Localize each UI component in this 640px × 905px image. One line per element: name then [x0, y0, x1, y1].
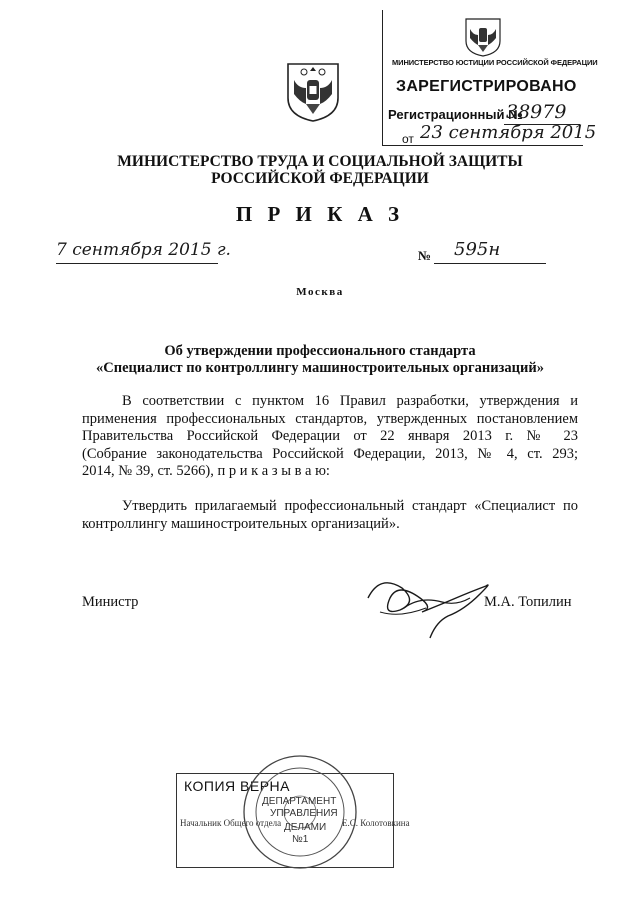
- body-paragraph-1-line: В соответствии с пунктом 16 Правил разработки, утверждения и: [122, 393, 578, 409]
- order-number: 595н: [454, 239, 501, 260]
- seal-text-2: УПРАВЛЕНИЯ: [270, 808, 338, 819]
- body-paragraph-2-line: Утвердить прилагаемый профессиональный стандарт «Специалист по: [122, 498, 578, 514]
- order-number-label: №: [418, 248, 432, 263]
- order-number-underline: [434, 263, 546, 264]
- registration-number-label: Регистрационный №: [388, 107, 523, 122]
- signatory-name: М.А. Топилин: [484, 594, 572, 610]
- registration-date-prefix: от: [402, 132, 414, 146]
- copy-stamp-role: Начальник Общего отдела: [180, 818, 282, 828]
- seal-text-3: ДЕЛАМИ: [284, 822, 327, 833]
- seal-text-1: ДЕПАРТАМЕНТ: [262, 796, 337, 807]
- order-city: Москва: [296, 286, 344, 298]
- document-title-line1: Об утверждении профессионального стандарта: [164, 343, 476, 359]
- body-paragraph-2: [82, 498, 578, 533]
- registration-stamp-emblem: [463, 15, 503, 57]
- order-date: 7 сентября 2015 г.: [56, 240, 231, 260]
- order-date-underline: [56, 263, 218, 264]
- registration-status: ЗАРЕГИСТРИРОВАНО: [396, 78, 577, 95]
- coat-of-arms-emblem: [284, 58, 342, 122]
- signatory-position: Министр: [82, 594, 139, 610]
- copy-stamp-title: КОПИЯ ВЕРНА: [184, 778, 290, 794]
- body-paragraph-1-line: применения профессиональных стандартов, утвержденных постановлением: [82, 410, 578, 427]
- registration-ministry: МИНИСТЕРСТВО ЮСТИЦИИ РОССИЙСКОЙ ФЕДЕРАЦИИ: [392, 58, 598, 67]
- seal-text-4: №1: [292, 834, 309, 845]
- body-paragraph-1: [82, 393, 578, 481]
- ministry-name-line2: РОССИЙСКОЙ ФЕДЕРАЦИИ: [211, 170, 429, 187]
- handwritten-signature: [360, 568, 500, 640]
- body-paragraph-1-line: Правительства Российской Федерации от 22 января 2013 г. № 23: [82, 428, 578, 444]
- document-title-line2: «Специалист по контроллингу машиностроительных организаций»: [96, 360, 544, 376]
- body-paragraph-1-line: (Собрание законодательства Российской Федерации, 2013, № 4, ст. 293;: [82, 445, 578, 462]
- document-type: П Р И К А З: [235, 202, 405, 226]
- ministry-name-line1: МИНИСТЕРСТВО ТРУДА И СОЦИАЛЬНОЙ ЗАЩИТЫ: [117, 153, 523, 170]
- registration-date: 23 сентября 2015: [420, 122, 597, 143]
- body-paragraph-1-line: 2014, № 39, ст. 5266), п р и к а з ы в а ю:: [82, 463, 330, 479]
- body-paragraph-2-line: контроллингу машиностроительных организаций».: [82, 515, 400, 532]
- copy-stamp-name: Е.С. Колотовкина: [342, 818, 410, 828]
- registration-number: 38979: [506, 101, 567, 123]
